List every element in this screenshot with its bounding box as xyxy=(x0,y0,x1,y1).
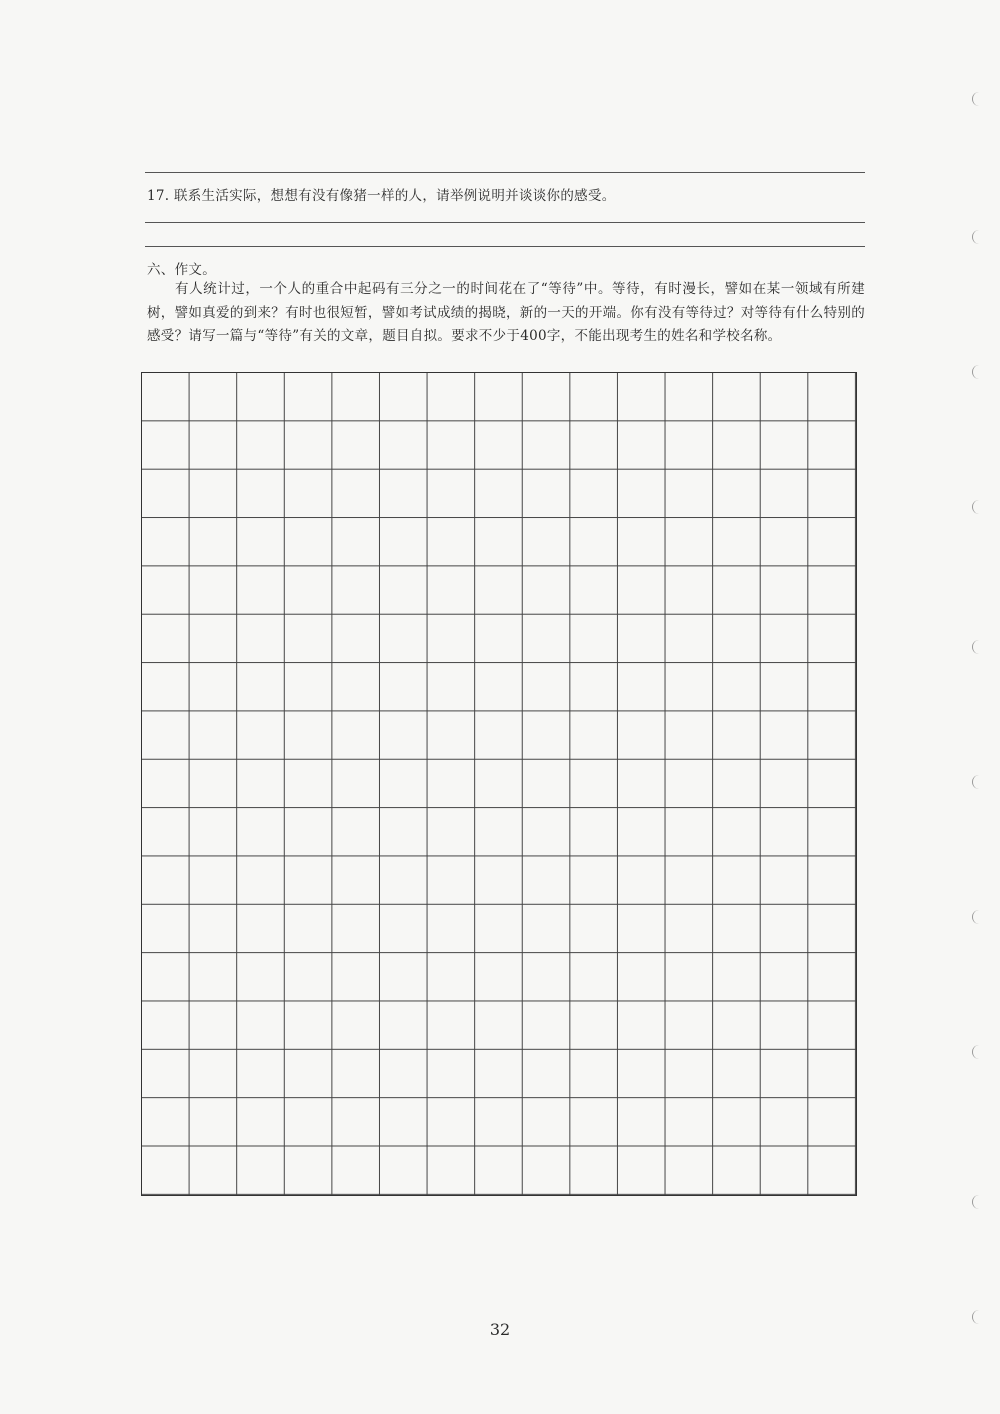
binding-hole-mark xyxy=(972,640,981,654)
binding-hole-mark xyxy=(972,500,981,514)
page-number: 32 xyxy=(489,1320,511,1339)
answer-line-3[interactable] xyxy=(145,246,865,247)
binding-hole-mark xyxy=(972,1195,981,1209)
binding-hole-mark xyxy=(972,910,981,924)
writing-grid[interactable] xyxy=(141,372,857,1196)
binding-hole-mark xyxy=(972,92,981,106)
binding-hole-mark xyxy=(972,230,981,244)
section-heading-composition: 六、作文。 xyxy=(147,262,216,278)
question-17: 17. 联系生活实际，想想有没有像猪一样的人，请举例说明并谈谈你的感受。 xyxy=(147,188,616,204)
answer-line-2[interactable] xyxy=(145,222,865,223)
essay-prompt: 有人统计过，一个人的重合中起码有三分之一的时间花在了“等待”中。等待，有时漫长，譬如在某一领域有所建树，譬如真爱的到来？有时也很短暂，譬如考试成绩的揭晓，新的一天的开端。你有没有等待过？对等待有什么特别的感受？请写一篇与“等待”有关的文章，题目自拟。要求不少于400字，不能出现考生的姓名和学校名称。 xyxy=(147,281,865,344)
binding-hole-mark xyxy=(972,775,981,789)
binding-hole-mark xyxy=(972,1045,981,1059)
binding-hole-mark xyxy=(972,1310,981,1324)
answer-line-1 xyxy=(145,172,865,173)
binding-hole-mark xyxy=(972,365,981,379)
